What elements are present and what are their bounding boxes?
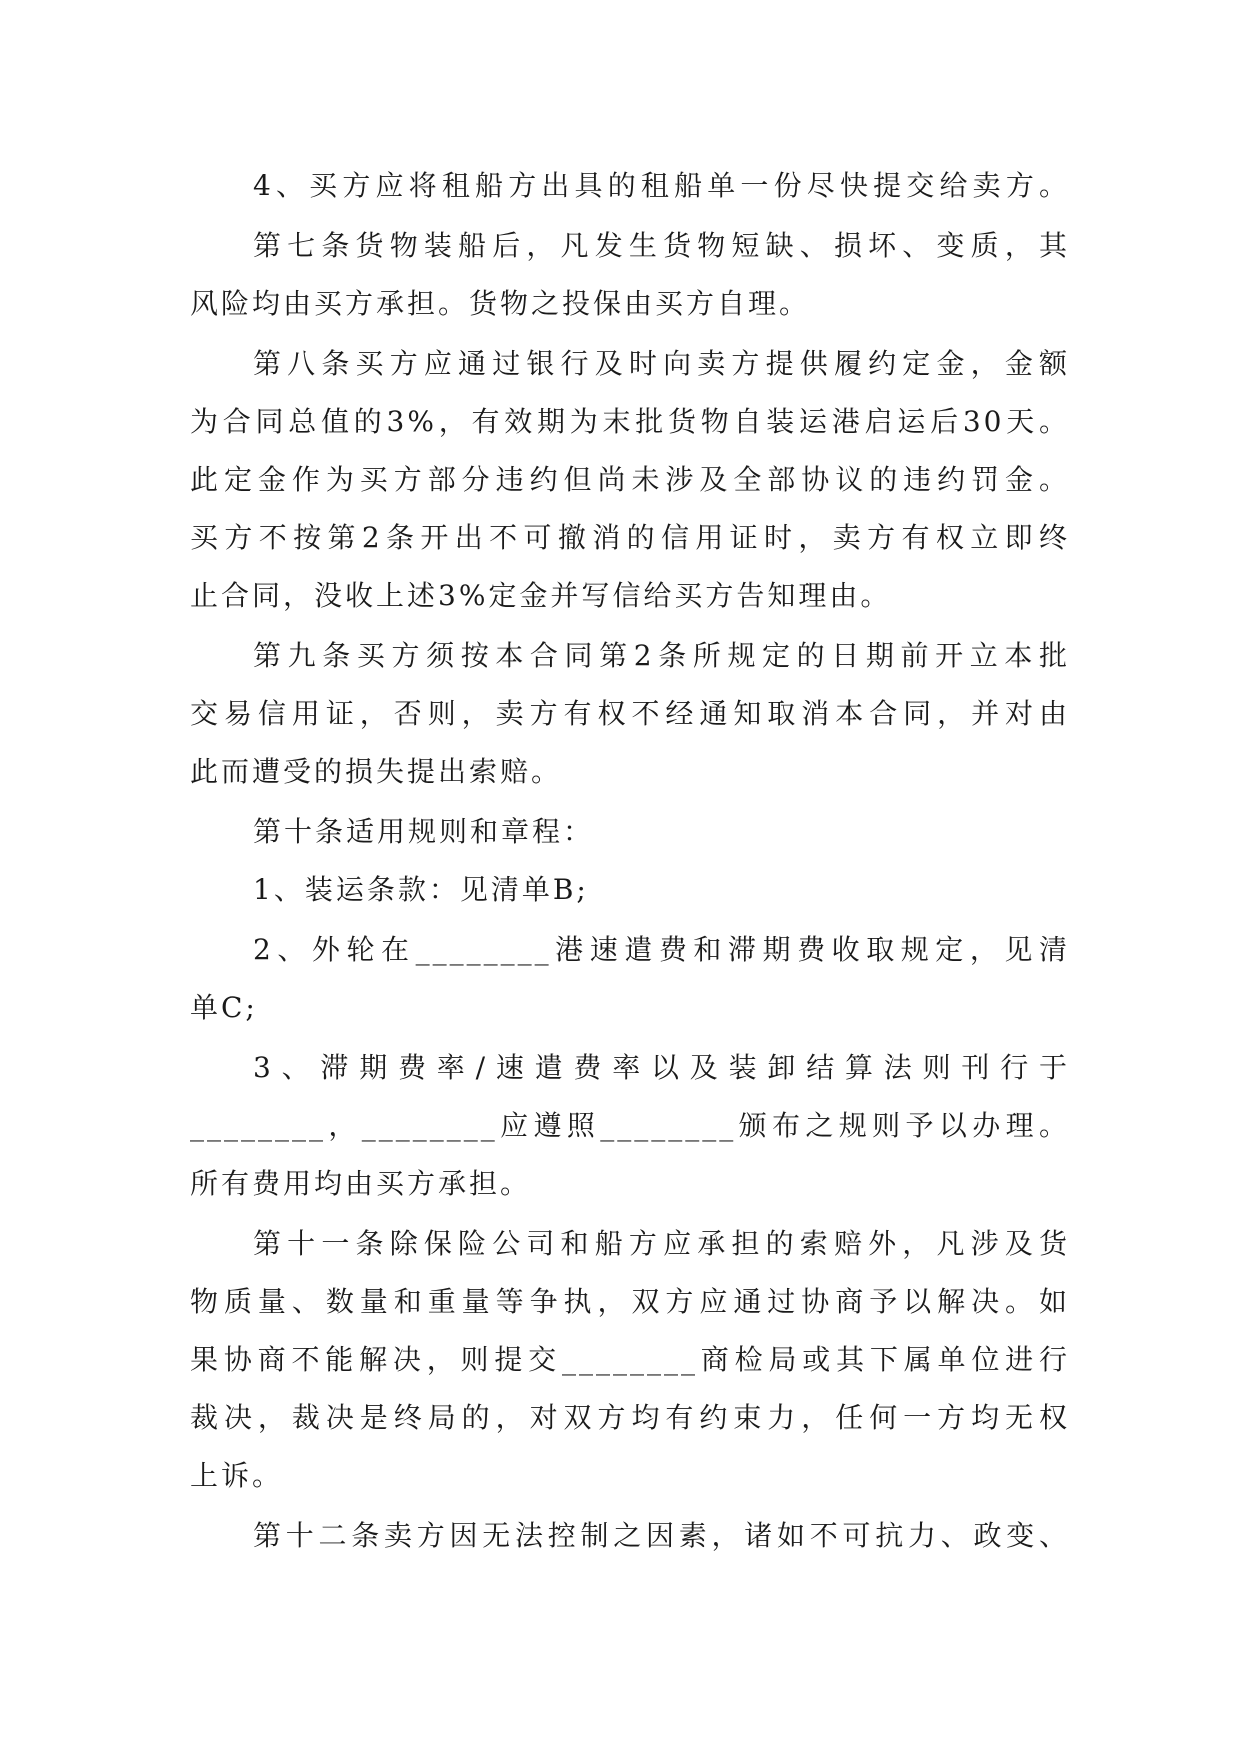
text-line: 为合同总值的3%，有效期为末批货物自装运港启运后30天。 <box>190 405 1070 438</box>
text-line: 单C; <box>190 991 258 1024</box>
text-line: 2、外轮在________港速遣费和滞期费收取规定，见清 <box>253 933 1070 966</box>
text-line: 上诉。 <box>190 1459 284 1492</box>
text-line: 止合同，没收上述3%定金并写信给买方告知理由。 <box>190 579 892 612</box>
text-line: 第十一条除保险公司和船方应承担的索赔外，凡涉及货 <box>253 1227 1070 1260</box>
text-line: 1、装运条款：见清单B; <box>253 873 589 906</box>
text-line: 裁决，裁决是终局的，对双方均有约束力，任何一方均无权 <box>190 1401 1070 1434</box>
text-line: 第七条货物装船后，凡发生货物短缺、损坏、变质，其 <box>253 229 1070 262</box>
text-line: 第十条适用规则和章程： <box>253 815 595 848</box>
text-line: 第十二条卖方因无法控制之因素，诸如不可抗力、政变、 <box>253 1519 1070 1552</box>
text-line: 物质量、数量和重量等争执，双方应通过协商予以解决。如 <box>190 1285 1070 1318</box>
text-line: 果协商不能解决，则提交________商检局或其下属单位进行 <box>190 1343 1070 1376</box>
text-line: 风险均由买方承担。货物之投保由买方自理。 <box>190 287 811 320</box>
text-line: 买方不按第2条开出不可撤消的信用证时，卖方有权立即终 <box>190 521 1070 554</box>
text-line: 4、买方应将租船方出具的租船单一份尽快提交给卖方。 <box>253 169 1070 202</box>
text-line: 第八条买方应通过银行及时向卖方提供履约定金，金额 <box>253 347 1070 380</box>
text-line: 此而遭受的损失提出索赔。 <box>190 755 563 788</box>
text-line: 第九条买方须按本合同第2条所规定的日期前开立本批 <box>253 639 1070 672</box>
text-line: 3、滞期费率/速遣费率以及装卸结算法则刊行于 <box>253 1051 1070 1084</box>
text-line: ________，________应遵照________颁布之规则予以办理。 <box>190 1109 1070 1142</box>
text-line: 交易信用证，否则，卖方有权不经通知取消本合同，并对由 <box>190 697 1070 730</box>
text-line: 此定金作为买方部分违约但尚未涉及全部协议的违约罚金。 <box>190 463 1070 496</box>
text-line: 所有费用均由买方承担。 <box>190 1167 532 1200</box>
